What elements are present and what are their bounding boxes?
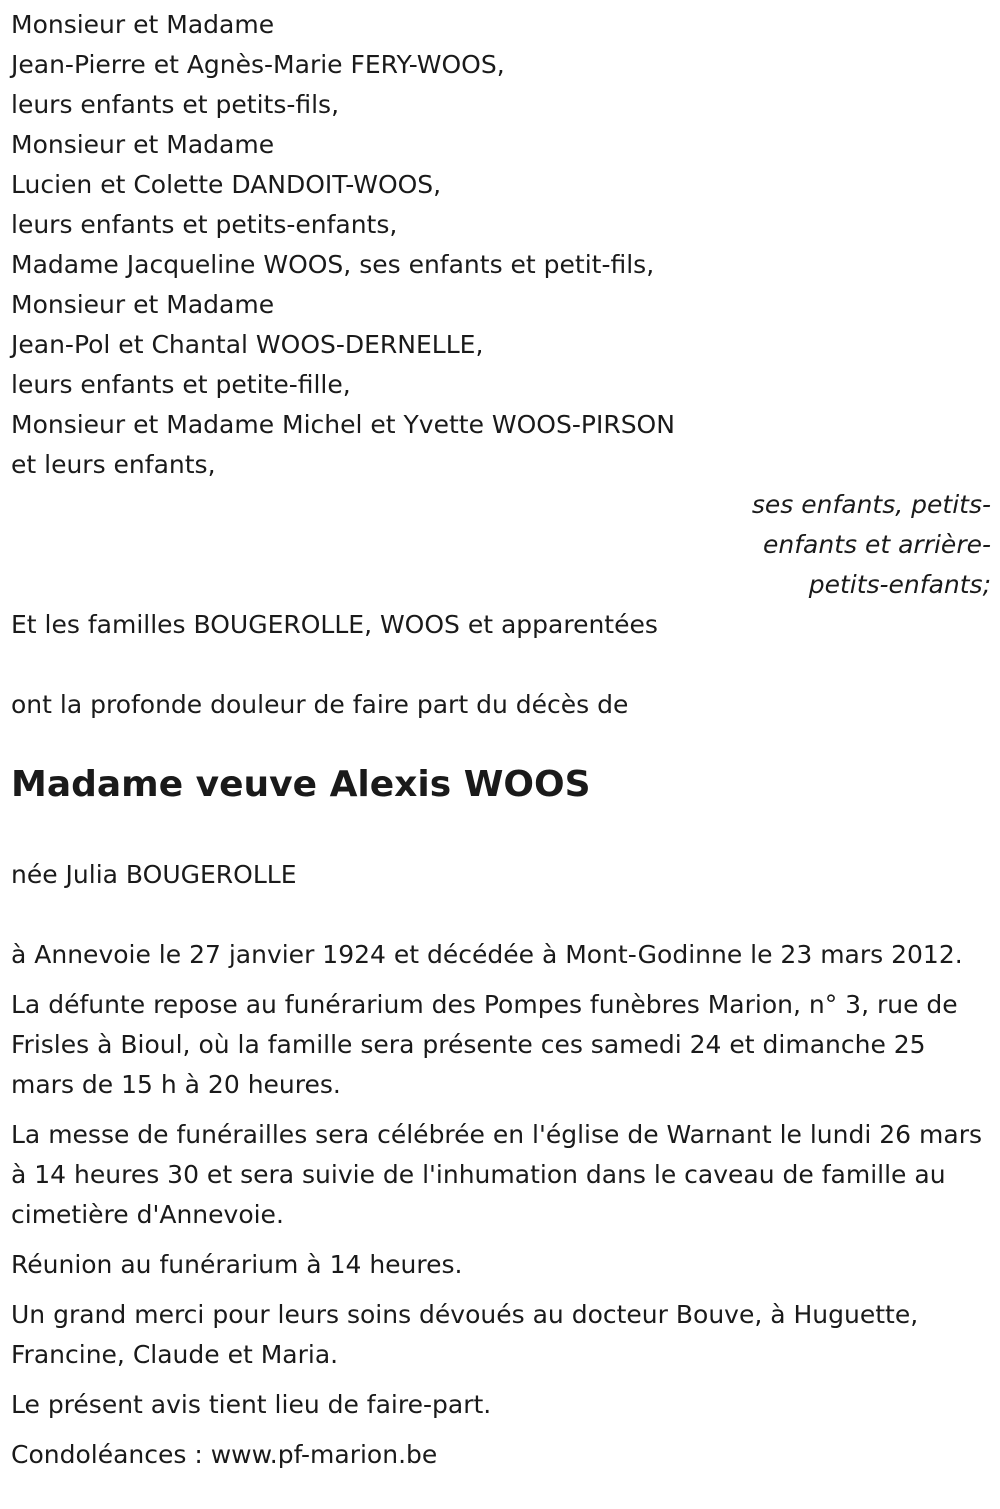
repose-paragraph: La défunte repose au funérarium des Pompes funèbres Marion, n° 3, rue de Frisles à Bioul, où la famille sera présente ces samedi 24 et dimanche 25 mars de 15 h à 20 heures. xyxy=(11,990,958,1099)
signature-line: ses enfants, petits- xyxy=(751,490,991,519)
condolences-paragraph: Condoléances : www.pf-marion.be xyxy=(11,1440,438,1469)
family-line: Monsieur et Madame xyxy=(11,10,275,39)
mass-paragraph: La messe de funérailles sera célébrée en l'église de Warnant le lundi 26 mars à 14 heures 30 et sera suivie de l'inhumation dans le caveau de famille au cimetière d'Annevoie. xyxy=(11,1120,982,1229)
family-list xyxy=(11,5,991,485)
family-line: Monsieur et Madame Michel et Yvette WOOS-PIRSON xyxy=(11,410,675,439)
reunion-paragraph: Réunion au funérarium à 14 heures. xyxy=(11,1250,463,1279)
signature-line: petits-enfants; xyxy=(808,570,991,599)
families-line: Et les familles BOUGEROLLE, WOOS et apparentées xyxy=(11,610,658,639)
family-line: Jean-Pierre et Agnès-Marie FERY-WOOS, xyxy=(11,50,505,79)
birth-death-paragraph: à Annevoie le 27 janvier 1924 et décédée à Mont-Godinne le 23 mars 2012. xyxy=(11,940,963,969)
obituary-document xyxy=(11,5,991,1475)
announcement: ont la profonde douleur de faire part du décès de xyxy=(11,690,629,719)
family-line: Madame Jacqueline WOOS, ses enfants et petit-fils, xyxy=(11,250,655,279)
deceased-name: Madame veuve Alexis WOOS xyxy=(11,764,591,805)
family-line: Monsieur et Madame xyxy=(11,290,275,319)
family-line: Jean-Pol et Chantal WOOS-DERNELLE, xyxy=(11,330,484,359)
signature-line: enfants et arrière- xyxy=(763,530,991,559)
family-line: Lucien et Colette DANDOIT-WOOS, xyxy=(11,170,442,199)
family-line: leurs enfants et petits-fils, xyxy=(11,90,340,119)
family-line: leurs enfants et petite-fille, xyxy=(11,370,351,399)
thanks-paragraph: Un grand merci pour leurs soins dévoués au docteur Bouve, à Huguette, Francine, Claude et Maria. xyxy=(11,1300,919,1369)
notice-paragraph: Le présent avis tient lieu de faire-part. xyxy=(11,1390,492,1419)
family-line: Monsieur et Madame xyxy=(11,130,275,159)
maiden-name: née Julia BOUGEROLLE xyxy=(11,860,297,889)
family-line: leurs enfants et petits-enfants, xyxy=(11,210,398,239)
signature-block xyxy=(751,485,991,605)
family-line: et leurs enfants, xyxy=(11,450,216,479)
